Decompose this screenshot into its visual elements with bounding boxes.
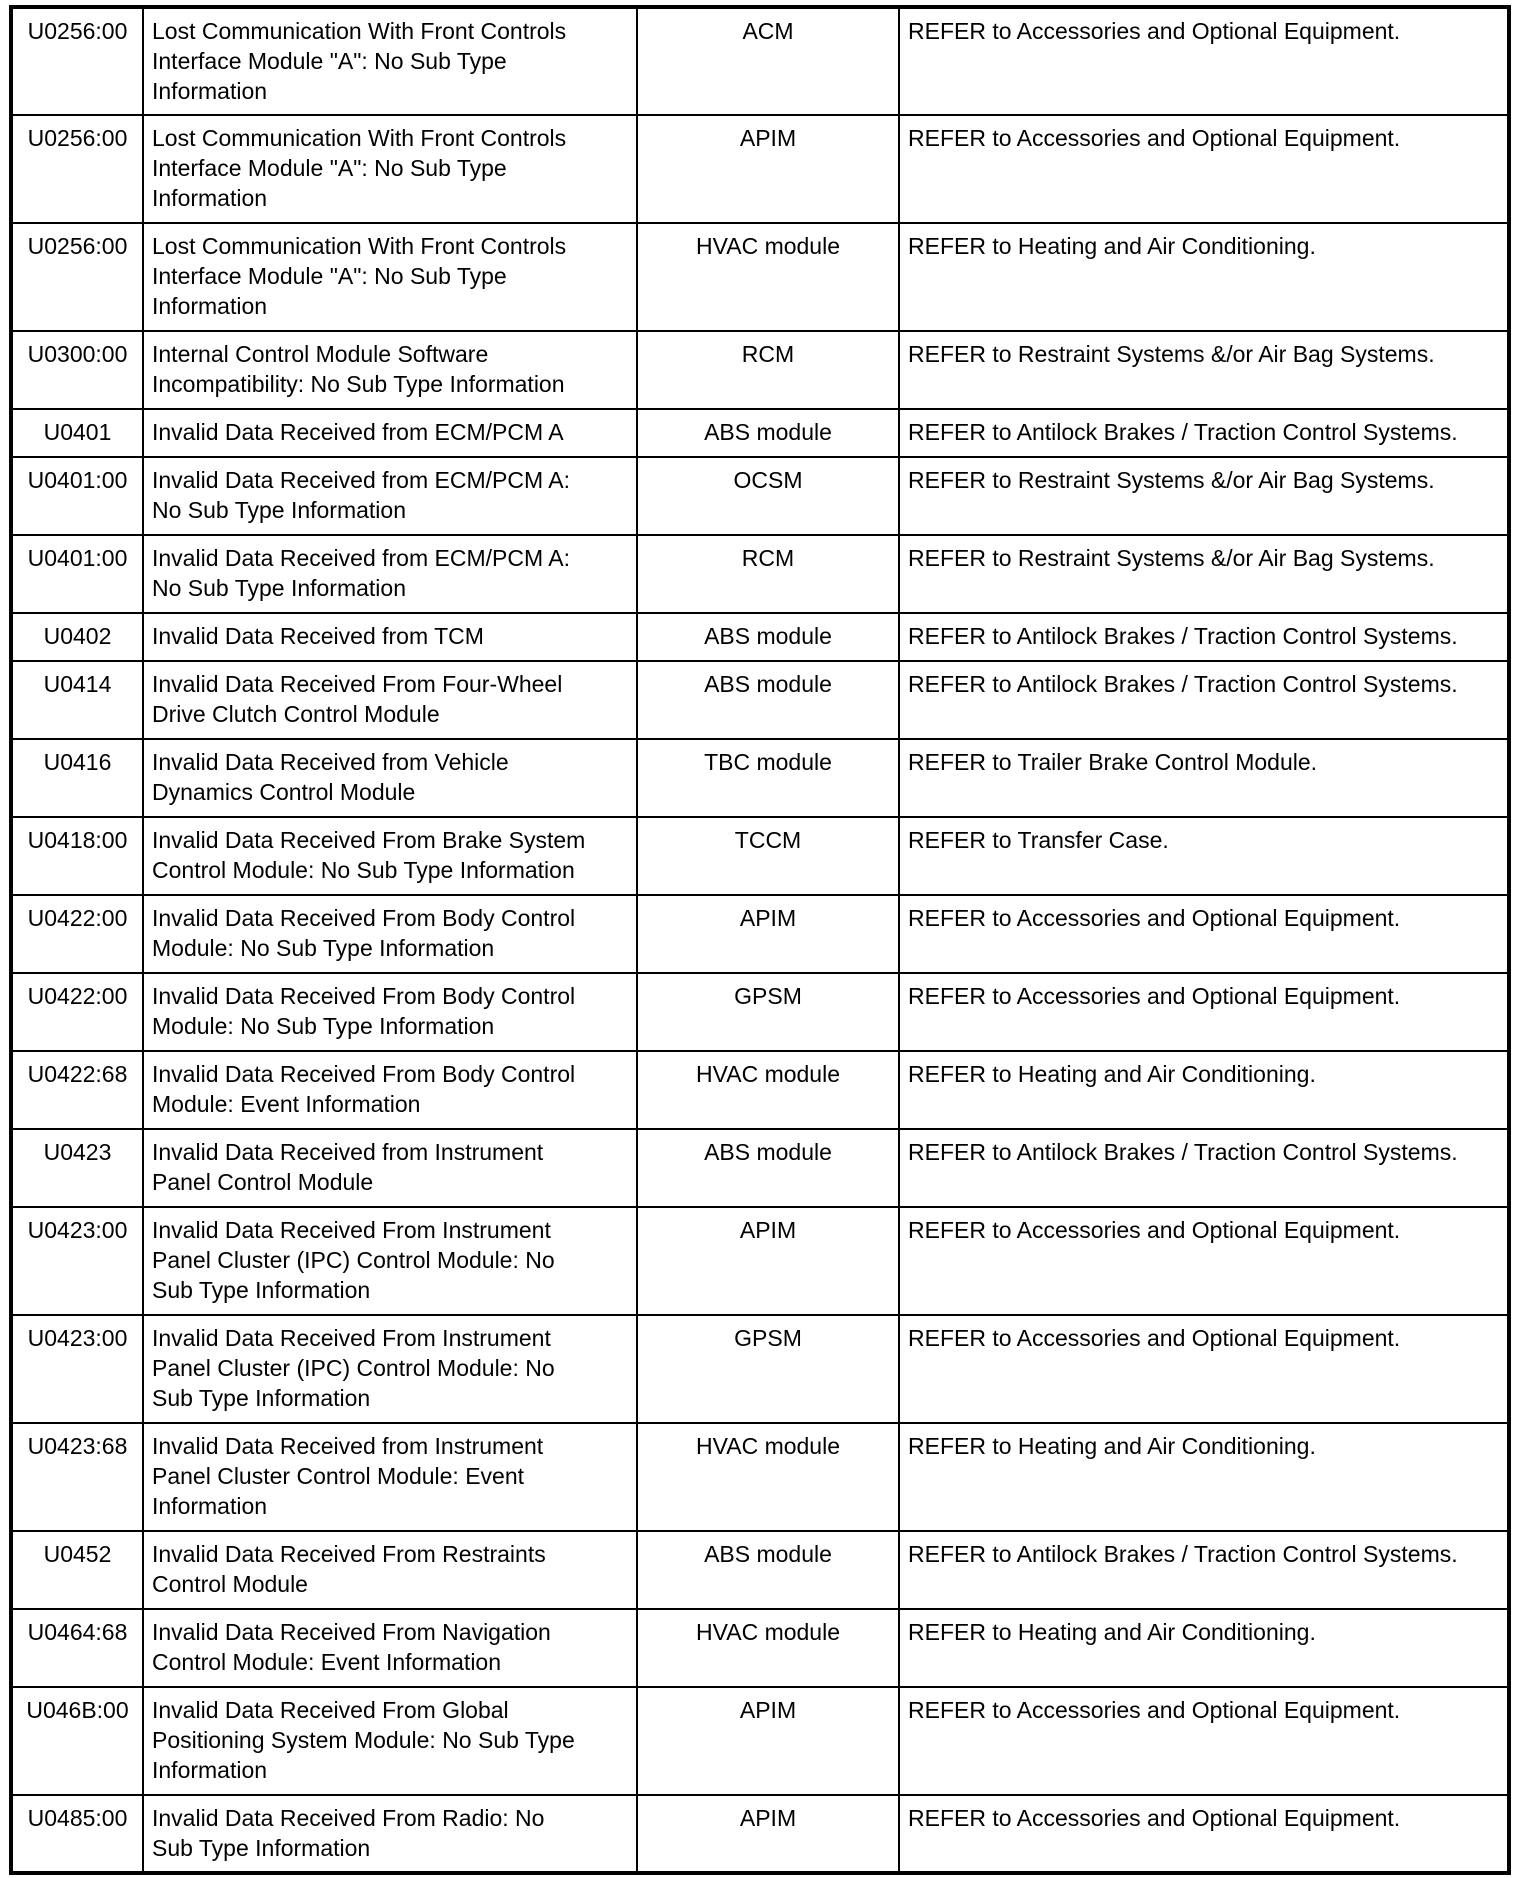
module-cell: APIM	[637, 1795, 899, 1873]
module-cell: TBC module	[637, 739, 899, 817]
table-row	[11, 115, 1509, 223]
action-cell: REFER to Restraint Systems &/or Air Bag Systems.	[899, 457, 1509, 535]
module-cell: ABS module	[637, 409, 899, 457]
dtc-code-cell: U0422:00	[11, 895, 143, 973]
action-cell: REFER to Accessories and Optional Equipment.	[899, 1315, 1509, 1423]
description-cell: Invalid Data Received from ECM/PCM A	[143, 409, 637, 457]
dtc-code-cell: U0256:00	[11, 115, 143, 223]
action-cell: REFER to Accessories and Optional Equipment.	[899, 1795, 1509, 1873]
dtc-code-cell: U0422:00	[11, 973, 143, 1051]
action-cell: REFER to Accessories and Optional Equipment.	[899, 895, 1509, 973]
table-row	[11, 1423, 1509, 1531]
module-cell: ABS module	[637, 1129, 899, 1207]
module-cell: HVAC module	[637, 223, 899, 331]
table-row	[11, 1315, 1509, 1423]
description-cell: Lost Communication With Front Controls Interface Module "A": No Sub Type Information	[143, 223, 637, 331]
description-cell: Lost Communication With Front Controls Interface Module "A": No Sub Type Information	[143, 115, 637, 223]
action-cell: REFER to Heating and Air Conditioning.	[899, 223, 1509, 331]
dtc-code-cell: U0402	[11, 613, 143, 661]
action-cell: REFER to Antilock Brakes / Traction Control Systems.	[899, 1531, 1509, 1609]
module-cell: APIM	[637, 895, 899, 973]
table-row	[11, 613, 1509, 661]
description-cell: Invalid Data Received from Vehicle Dynamics Control Module	[143, 739, 637, 817]
table-row	[11, 895, 1509, 973]
table-row	[11, 973, 1509, 1051]
action-cell: REFER to Accessories and Optional Equipment.	[899, 7, 1509, 115]
module-cell: RCM	[637, 331, 899, 409]
dtc-table	[9, 5, 1511, 1875]
dtc-code-cell: U0418:00	[11, 817, 143, 895]
table-row	[11, 1795, 1509, 1873]
description-cell: Invalid Data Received from TCM	[143, 613, 637, 661]
table-row	[11, 1129, 1509, 1207]
description-cell: Invalid Data Received From Four-Wheel Drive Clutch Control Module	[143, 661, 637, 739]
description-cell: Invalid Data Received From Body Control Module: Event Information	[143, 1051, 637, 1129]
module-cell: APIM	[637, 1687, 899, 1795]
module-cell: TCCM	[637, 817, 899, 895]
table-row	[11, 331, 1509, 409]
module-cell: APIM	[637, 115, 899, 223]
dtc-table-body	[11, 7, 1509, 1873]
dtc-code-cell: U0414	[11, 661, 143, 739]
action-cell: REFER to Transfer Case.	[899, 817, 1509, 895]
description-cell: Invalid Data Received From Instrument Panel Cluster (IPC) Control Module: No Sub Type Information	[143, 1315, 637, 1423]
module-cell: GPSM	[637, 1315, 899, 1423]
action-cell: REFER to Accessories and Optional Equipment.	[899, 973, 1509, 1051]
table-row	[11, 661, 1509, 739]
dtc-code-cell: U0416	[11, 739, 143, 817]
action-cell: REFER to Antilock Brakes / Traction Control Systems.	[899, 409, 1509, 457]
description-cell: Lost Communication With Front Controls Interface Module "A": No Sub Type Information	[143, 7, 637, 115]
action-cell: REFER to Restraint Systems &/or Air Bag Systems.	[899, 535, 1509, 613]
module-cell: HVAC module	[637, 1423, 899, 1531]
module-cell: RCM	[637, 535, 899, 613]
module-cell: APIM	[637, 1207, 899, 1315]
description-cell: Invalid Data Received From Navigation Control Module: Event Information	[143, 1609, 637, 1687]
description-cell: Invalid Data Received from ECM/PCM A: No Sub Type Information	[143, 457, 637, 535]
table-row	[11, 535, 1509, 613]
module-cell: ACM	[637, 7, 899, 115]
module-cell: HVAC module	[637, 1609, 899, 1687]
dtc-code-cell: U0423:00	[11, 1315, 143, 1423]
action-cell: REFER to Heating and Air Conditioning.	[899, 1609, 1509, 1687]
action-cell: REFER to Heating and Air Conditioning.	[899, 1423, 1509, 1531]
module-cell: ABS module	[637, 1531, 899, 1609]
dtc-code-cell: U0256:00	[11, 7, 143, 115]
dtc-code-cell: U0485:00	[11, 1795, 143, 1873]
action-cell: REFER to Restraint Systems &/or Air Bag Systems.	[899, 331, 1509, 409]
description-cell: Invalid Data Received from Instrument Panel Cluster Control Module: Event Information	[143, 1423, 637, 1531]
table-row	[11, 817, 1509, 895]
module-cell: OCSM	[637, 457, 899, 535]
dtc-code-cell: U0464:68	[11, 1609, 143, 1687]
action-cell: REFER to Heating and Air Conditioning.	[899, 1051, 1509, 1129]
dtc-code-cell: U0452	[11, 1531, 143, 1609]
description-cell: Invalid Data Received From Body Control Module: No Sub Type Information	[143, 973, 637, 1051]
description-cell: Invalid Data Received from Instrument Panel Control Module	[143, 1129, 637, 1207]
description-cell: Invalid Data Received From Body Control Module: No Sub Type Information	[143, 895, 637, 973]
module-cell: GPSM	[637, 973, 899, 1051]
description-cell: Invalid Data Received From Radio: No Sub Type Information	[143, 1795, 637, 1873]
description-cell: Invalid Data Received From Restraints Control Module	[143, 1531, 637, 1609]
module-cell: ABS module	[637, 661, 899, 739]
table-row	[11, 1051, 1509, 1129]
table-row	[11, 7, 1509, 115]
dtc-code-cell: U046B:00	[11, 1687, 143, 1795]
action-cell: REFER to Antilock Brakes / Traction Control Systems.	[899, 661, 1509, 739]
table-row	[11, 409, 1509, 457]
dtc-code-cell: U0423:68	[11, 1423, 143, 1531]
table-row	[11, 457, 1509, 535]
dtc-code-cell: U0401	[11, 409, 143, 457]
action-cell: REFER to Accessories and Optional Equipment.	[899, 1207, 1509, 1315]
action-cell: REFER to Antilock Brakes / Traction Control Systems.	[899, 1129, 1509, 1207]
action-cell: REFER to Trailer Brake Control Module.	[899, 739, 1509, 817]
dtc-code-cell: U0300:00	[11, 331, 143, 409]
table-row	[11, 1531, 1509, 1609]
description-cell: Invalid Data Received From Global Positioning System Module: No Sub Type Information	[143, 1687, 637, 1795]
module-cell: ABS module	[637, 613, 899, 661]
description-cell: Invalid Data Received From Brake System Control Module: No Sub Type Information	[143, 817, 637, 895]
table-row	[11, 1687, 1509, 1795]
dtc-code-cell: U0256:00	[11, 223, 143, 331]
dtc-code-cell: U0422:68	[11, 1051, 143, 1129]
action-cell: REFER to Antilock Brakes / Traction Control Systems.	[899, 613, 1509, 661]
dtc-code-cell: U0423	[11, 1129, 143, 1207]
table-row	[11, 739, 1509, 817]
dtc-code-cell: U0401:00	[11, 535, 143, 613]
table-row	[11, 223, 1509, 331]
action-cell: REFER to Accessories and Optional Equipment.	[899, 115, 1509, 223]
dtc-code-cell: U0401:00	[11, 457, 143, 535]
description-cell: Invalid Data Received from ECM/PCM A: No Sub Type Information	[143, 535, 637, 613]
description-cell: Invalid Data Received From Instrument Panel Cluster (IPC) Control Module: No Sub Type Information	[143, 1207, 637, 1315]
table-row	[11, 1609, 1509, 1687]
module-cell: HVAC module	[637, 1051, 899, 1129]
action-cell: REFER to Accessories and Optional Equipment.	[899, 1687, 1509, 1795]
table-row	[11, 1207, 1509, 1315]
description-cell: Internal Control Module Software Incompatibility: No Sub Type Information	[143, 331, 637, 409]
dtc-code-cell: U0423:00	[11, 1207, 143, 1315]
